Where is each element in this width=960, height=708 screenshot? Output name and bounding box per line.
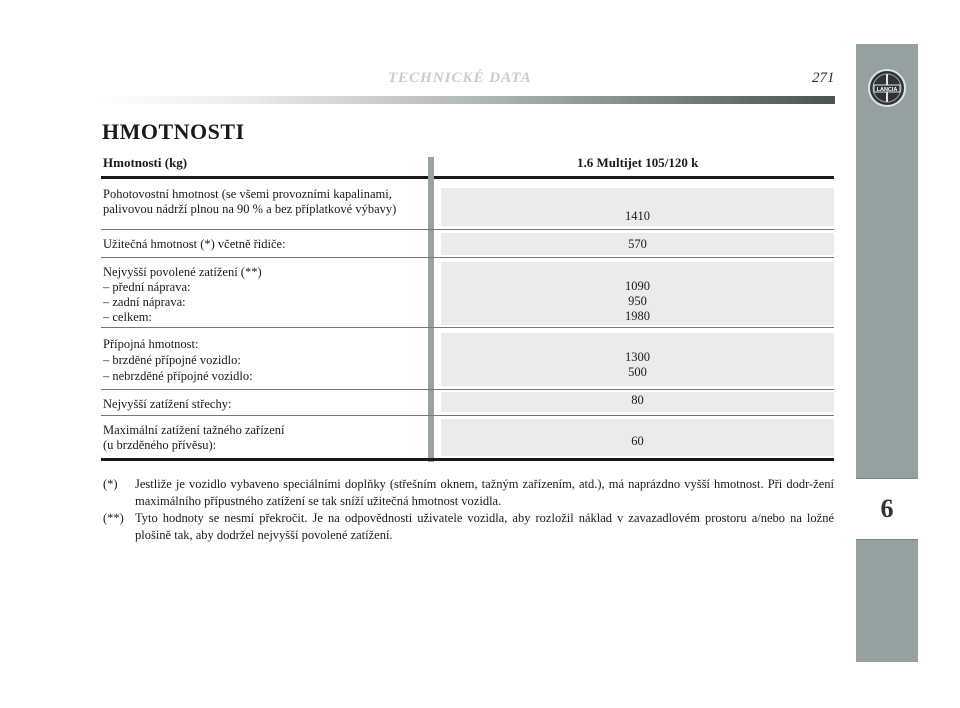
logo-text: LANCIA <box>876 87 898 93</box>
column-divider <box>428 157 434 462</box>
row-label-max-load: Nejvyšší povolené zatížení (**) – přední náprava: – zadní náprava: – celkem: <box>103 265 262 324</box>
footnote-mark: (*) <box>103 477 118 491</box>
row-label-roof-load: Nejvyšší zatížení střechy: <box>103 397 232 411</box>
table-header-variant: 1.6 Multijet 105/120 k <box>577 155 699 170</box>
row-value-curb-weight: 1410 <box>625 209 650 223</box>
table-bottom-rule <box>101 458 834 461</box>
row-value-roof-load: 80 <box>631 393 644 407</box>
row-label-payload: Užitečná hmotnost (*) včetně řidiče: <box>103 237 286 251</box>
row-value-max-load: 1090 950 1980 <box>625 279 650 323</box>
chapter-number: 6 <box>880 494 894 523</box>
row-divider <box>101 229 834 230</box>
row-label-curb-weight: Pohotovostní hmotnost (se všemi provozními kapalinami, palivovou nádrží plnou na 90 % a bez příplatkové výbavy) <box>103 187 397 216</box>
row-label-towing: Přípojná hmotnost: – brzděné přípojné vozidlo: – nebrzděné přípojné vozidlo: <box>103 337 253 383</box>
section-title: HMOTNOSTI <box>102 119 245 144</box>
row-value-towbar-load: 60 <box>631 434 644 448</box>
footnote-mark: (**) <box>103 511 124 525</box>
row-value-towing: 1300 500 <box>625 350 650 379</box>
row-divider <box>101 257 834 258</box>
row-divider <box>101 389 834 390</box>
table-header-label: Hmotnosti (kg) <box>103 155 188 170</box>
chapter-number-tab[interactable] <box>856 478 918 540</box>
row-value-payload: 570 <box>628 237 647 251</box>
chapter-sidebar <box>856 44 918 662</box>
footnote-2 <box>103 510 834 544</box>
row-label-towbar-load: Maximální zatížení tažného zařízení (u brzděného přívěsu): <box>103 423 285 452</box>
footnote-text: Jestliže je vozidlo vybaveno speciálními doplňky (střešním oknem, tažným zařízením, atd.), má naprázdno vyšší hmotnost. Při dodr-žení maximálního přípustného zatížení se tak sníží užitečná hmotnost vozidla. <box>135 477 834 508</box>
lancia-logo-icon <box>867 68 907 108</box>
row-divider <box>101 327 834 328</box>
header-gradient-bar <box>100 96 835 104</box>
footnote-text: Tyto hodnoty se nesmí překročit. Je na odpovědnosti uživatele vozidla, aby rozložil náklad v zavazadlovém prostoru a/nebo na ložné plošině tak, aby dodržel nejvyšší povolené zatížení. <box>135 511 834 542</box>
table-header-rule <box>101 176 834 179</box>
footnote-1 <box>103 476 834 510</box>
page-number: 271 <box>812 70 835 86</box>
running-header-title: TECHNICKÉ DATA <box>388 70 532 86</box>
row-divider <box>101 415 834 416</box>
